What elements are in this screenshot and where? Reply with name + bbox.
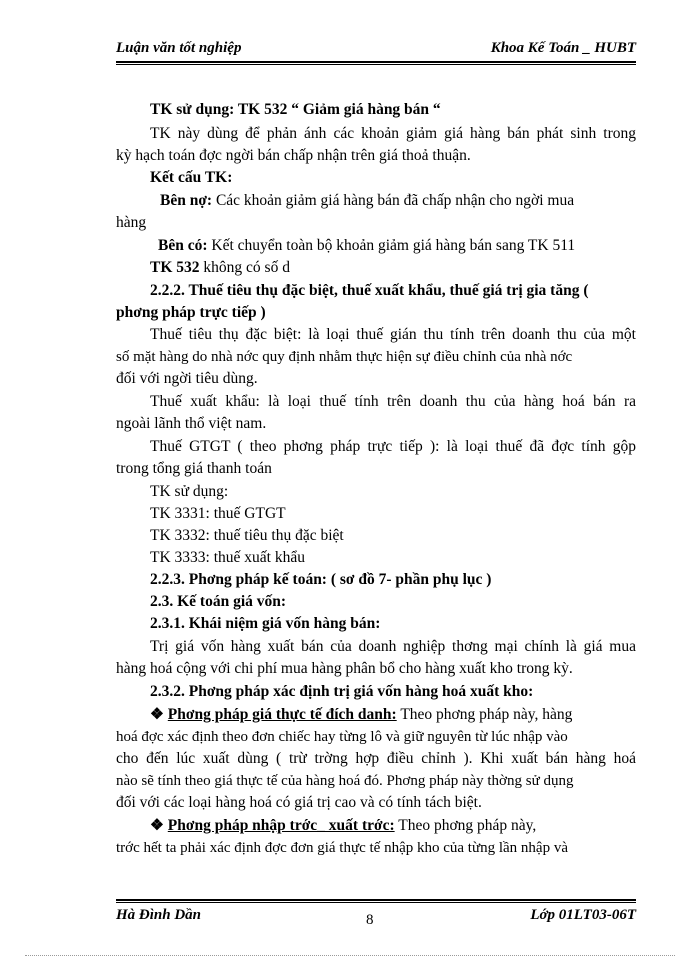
page-number: 8: [366, 912, 374, 928]
text-span: Theo phơng pháp này, hàng: [400, 706, 573, 723]
text-span: không có số d: [203, 259, 290, 276]
footer-rule-thin: [116, 902, 636, 903]
text-line: TK 3332: thuế tiêu thụ đặc biệt: [150, 527, 344, 544]
text-line: Thuế xuất khẩu: là loại thuế tính trên doanh thu của hàng hoá bán ra: [150, 393, 636, 410]
text-line: TK này dùng để phản ánh các khoản giảm giá hàng bán phát sinh trong: [150, 125, 636, 142]
text-line: trớc hết ta phải xác định đợc đơn giá thực tế nhập kho của từng lần nhập và: [116, 840, 568, 856]
header-rule-thin: [116, 64, 636, 65]
section-heading: 2.2.2. Thuế tiêu thụ đặc biệt, thuế xuất khẩu, thuế giá trị gia tăng (: [150, 282, 589, 299]
text-span: TK 532: [150, 259, 200, 276]
bullet-icon: ❖: [150, 706, 164, 723]
bullet-line: [116, 815, 670, 837]
page-boundary: [25, 955, 675, 956]
text-line: TK 3331: thuế GTGT: [150, 505, 286, 522]
section-heading: phơng pháp trực tiếp ): [116, 304, 266, 321]
text-line: TK sử dụng:: [150, 483, 229, 500]
text-line: trong tổng giá thanh toán: [116, 460, 272, 477]
text-span: Phơng pháp giá thực tế đích danh:: [167, 706, 397, 723]
text-line: Thuế tiêu thụ đặc biệt: là loại thuế gián thu tính trên doanh thu của một: [150, 326, 636, 343]
text-line: ngoài lãnh thổ việt nam.: [116, 415, 267, 432]
header-rule: [116, 61, 636, 63]
text-span: Kết chuyển toàn bộ khoản giảm giá hàng bán sang TK 511: [211, 237, 576, 254]
section-heading: 2.2.3. Phơng pháp kế toán: ( sơ đồ 7- phần phụ lục ): [150, 571, 492, 588]
bullet-line: [116, 704, 670, 726]
text-span: Theo phơng pháp này,: [398, 817, 537, 834]
text-line: kỳ hạch toán đợc ngời bán chấp nhận trên giá thoả thuận.: [116, 147, 471, 164]
text-line: [116, 235, 678, 257]
text-line: cho đến lúc xuất dùng ( trừ trờng hợp điều chỉnh ). Khi xuất bán hàng hoá: [116, 750, 636, 767]
text-line: [116, 257, 670, 279]
footer-rule: [116, 899, 636, 901]
section-heading: 2.3.1. Khái niệm giá vốn hàng bán:: [150, 615, 381, 632]
text-line: TK 3333: thuế xuất khẩu: [150, 549, 305, 566]
text-line: hàng hoá cộng với chi phí mua hàng phân bổ cho hàng xuất kho trong kỳ.: [116, 660, 573, 677]
text-line: Trị giá vốn hàng xuất bán của doanh nghiệp thơng mại chính là giá mua: [150, 638, 636, 655]
text-line: hàng: [116, 214, 147, 231]
text-span: Phơng pháp nhập trớc_ xuất trớc:: [167, 817, 395, 834]
label-debit: Bên nợ:: [160, 192, 213, 209]
text-line: nào sẽ tính theo giá thực tế của hàng hoá đó. Phơng pháp này thờng sử dụng: [116, 773, 574, 789]
text-line: Thuế GTGT ( theo phơng pháp trực tiếp ): là loại thuế đã đợc tính gộp: [150, 438, 636, 455]
bullet-icon: ❖: [150, 817, 164, 834]
text-line: Kết cấu TK:: [150, 169, 233, 186]
footer-left: Hà Đình Dần: [116, 907, 202, 923]
text-line: số mặt hàng do nhà nớc quy định nhằm thực hiện sự điều chỉnh của nhà nớc: [116, 349, 573, 365]
label-credit: Bên có:: [158, 237, 208, 254]
header-right: Khoa Kế Toán _ HUBT: [490, 40, 636, 56]
section-heading: 2.3. Kế toán giá vốn:: [150, 593, 287, 610]
text-line: đối với các loại hàng hoá có giá trị cao và có tính tách biệt.: [116, 794, 482, 811]
text-line: hoá đợc xác định theo đơn chiếc hay từng lô và giữ nguyên từ lúc nhập vào: [116, 729, 568, 745]
header-left: Luận văn tốt nghiệp: [116, 40, 242, 56]
text-line: TK sử dụng: TK 532 “ Giảm giá hàng bán “: [150, 101, 441, 118]
section-heading: 2.3.2. Phơng pháp xác định trị giá vốn hàng hoá xuất kho:: [150, 683, 534, 700]
text-span: Các khoản giảm giá hàng bán đã chấp nhận cho ngời mua: [215, 192, 575, 209]
text-line: [116, 190, 680, 212]
footer-right: Lớp 01LT03-06T: [530, 907, 636, 923]
text-line: đối với ngời tiêu dùng.: [116, 370, 258, 387]
